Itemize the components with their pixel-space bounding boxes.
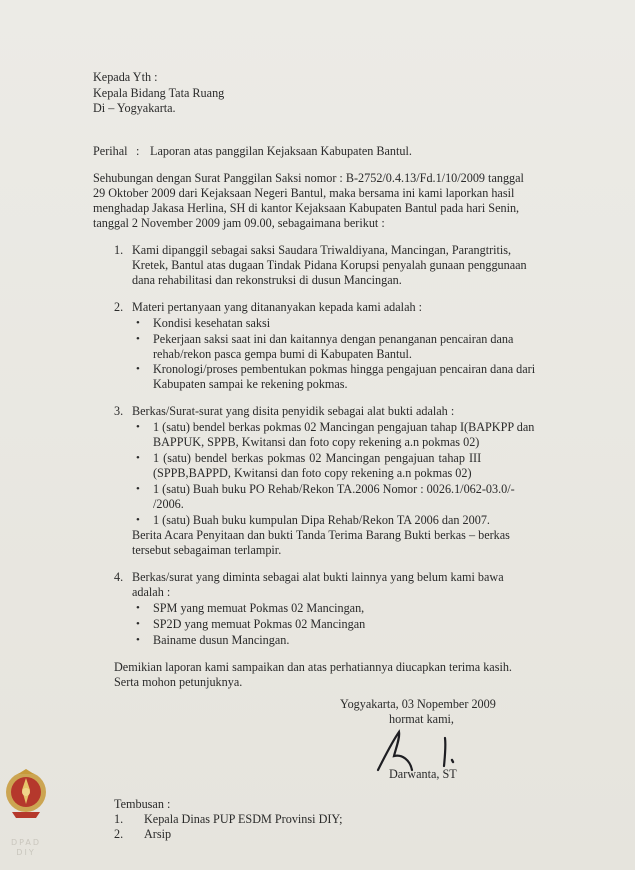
section-3-bullet-2-line-1: 1 (satu) bendel berkas pokmas 02 Mancingan pengajuan tahap III: [153, 451, 482, 465]
section-3-bullet-1-line-1: 1 (satu) bendel berkas pokmas 02 Mancingan pengajuan tahap I(BAPKPP dan: [153, 420, 535, 434]
intro-line-2: 29 Oktober 2009 dari Kejaksaan Negeri Bantul, maka bersama ini kami laporkan hasil: [93, 186, 515, 200]
cc-item-2-text: Arsip: [144, 827, 172, 841]
bullet-icon: •: [136, 421, 140, 433]
section-4-bullet-2: SP2D yang memuat Pokmas 02 Mancingan: [153, 617, 366, 631]
bullet-icon: •: [136, 618, 140, 630]
regards: hormat kami,: [389, 712, 454, 726]
cc-item-1-number: 1.: [114, 812, 124, 826]
bullet-icon: •: [136, 514, 140, 526]
archive-mark-text: DPAD DIY: [10, 838, 42, 857]
bullet-icon: •: [136, 452, 140, 464]
bullet-icon: •: [136, 363, 140, 375]
section-4-heading-line-2: adalah :: [132, 585, 171, 599]
closing-line-2: Serta mohon petunjuknya.: [114, 675, 243, 689]
section-4-number: 4.: [114, 570, 124, 584]
archive-emblem-icon: [4, 768, 48, 824]
section-2-bullet-3-line-1: Kronologi/proses pembentukan pokmas hingga pengajuan pencairan dana dari: [153, 362, 536, 376]
section-3-number: 3.: [114, 404, 124, 418]
section-4-bullet-3: Bainame dusun Mancingan.: [153, 633, 290, 647]
section-3-closing-line-2: tersebut sebagaiman terlampir.: [132, 543, 282, 557]
section-2-bullet-1: Kondisi kesehatan saksi: [153, 316, 271, 330]
subject-text: Laporan atas panggilan Kejaksaan Kabupaten Bantul.: [150, 144, 412, 158]
cc-heading: Tembusan :: [114, 797, 171, 811]
bullet-icon: •: [136, 634, 140, 646]
section-3-bullet-1-line-2: BAPPUK, SPPB, Kwitansi dan foto copy rekening a.n pokmas 02): [153, 435, 480, 449]
section-3-bullet-3-line-1: 1 (satu) Buah buku PO Rehab/Rekon TA.2006 Nomor : 0026.1/062-03.0/-: [153, 482, 515, 496]
section-1-number: 1.: [114, 243, 124, 257]
section-2-number: 2.: [114, 300, 124, 314]
intro-line-1: Sehubungan dengan Surat Panggilan Saksi nomor : B-2752/0.4.13/Fd.1/10/2009 tanggal: [93, 171, 524, 185]
recipient-line-2: Kepala Bidang Tata Ruang: [93, 86, 225, 100]
section-3-bullet-2-line-2: (SPPB,BAPPD, Kwitansi dan foto copy rekening a.n pokmas 02): [153, 466, 472, 480]
section-1-line-2: Kretek, Bantul atas dugaan Tindak Pidana Korupsi penyalah gunaan penggunaan: [132, 258, 527, 272]
bullet-icon: •: [136, 333, 140, 345]
intro-line-3: menghadap Jakasa Herlina, SH di kantor Kejaksaan Kabupaten Bantul pada hari Senin,: [93, 201, 520, 215]
recipient-line-1: Kepada Yth :: [93, 70, 158, 84]
section-4-bullet-1: SPM yang memuat Pokmas 02 Mancingan,: [153, 601, 365, 615]
section-3-bullet-4: 1 (satu) Buah buku kumpulan Dipa Rehab/Rekon TA 2006 dan 2007.: [153, 513, 490, 527]
section-2-heading: Materi pertanyaan yang ditananyakan kepada kami adalah :: [132, 300, 423, 314]
section-3-heading: Berkas/Surat-surat yang disita penyidik sebagai alat bukti adalah :: [132, 404, 455, 418]
bullet-icon: •: [136, 317, 140, 329]
section-2-bullet-2-line-1: Pekerjaan saksi saat ini dan kaitannya dengan penanganan pencairan dana: [153, 332, 514, 346]
cc-item-2-number: 2.: [114, 827, 124, 841]
subject-colon: :: [136, 144, 140, 158]
cc-item-1-text: Kepala Dinas PUP ESDM Provinsi DIY;: [144, 812, 343, 826]
recipient-line-3: Di – Yogyakarta.: [93, 101, 176, 115]
bullet-icon: •: [136, 483, 140, 495]
section-1-line-3: dana rehabilitasi dan rekonstruksi di dusun Mancingan.: [132, 273, 402, 287]
bullet-icon: •: [136, 602, 140, 614]
subject-label: Perihal: [93, 144, 128, 158]
signer-name: Darwanta, ST: [389, 767, 457, 781]
section-2-bullet-3-line-2: Kabupaten sampai ke rekening pokmas.: [153, 377, 348, 391]
section-3-closing-line-1: Berita Acara Penyitaan dan bukti Tanda Terima Barang Bukti berkas – berkas: [132, 528, 510, 542]
section-3-bullet-3-line-2: /2006.: [153, 497, 184, 511]
section-2-bullet-2-line-2: rehab/rekon pasca gempa bumi di Kabupaten Bantul.: [153, 347, 412, 361]
section-1-line-1: Kami dipanggil sebagai saksi Saudara Triwaldiyana, Mancingan, Parangtritis,: [132, 243, 512, 257]
section-4-heading-line-1: Berkas/surat yang diminta sebagai alat bukti lainnya yang belum kami bawa: [132, 570, 504, 584]
place-date: Yogyakarta, 03 Nopember 2009: [340, 697, 496, 711]
closing-line-1: Demikian laporan kami sampaikan dan atas perhatiannya diucapkan terima kasih.: [114, 660, 512, 674]
intro-line-4: tanggal 2 November 2009 jam 09.00, sebagaimana berikut :: [93, 216, 385, 230]
